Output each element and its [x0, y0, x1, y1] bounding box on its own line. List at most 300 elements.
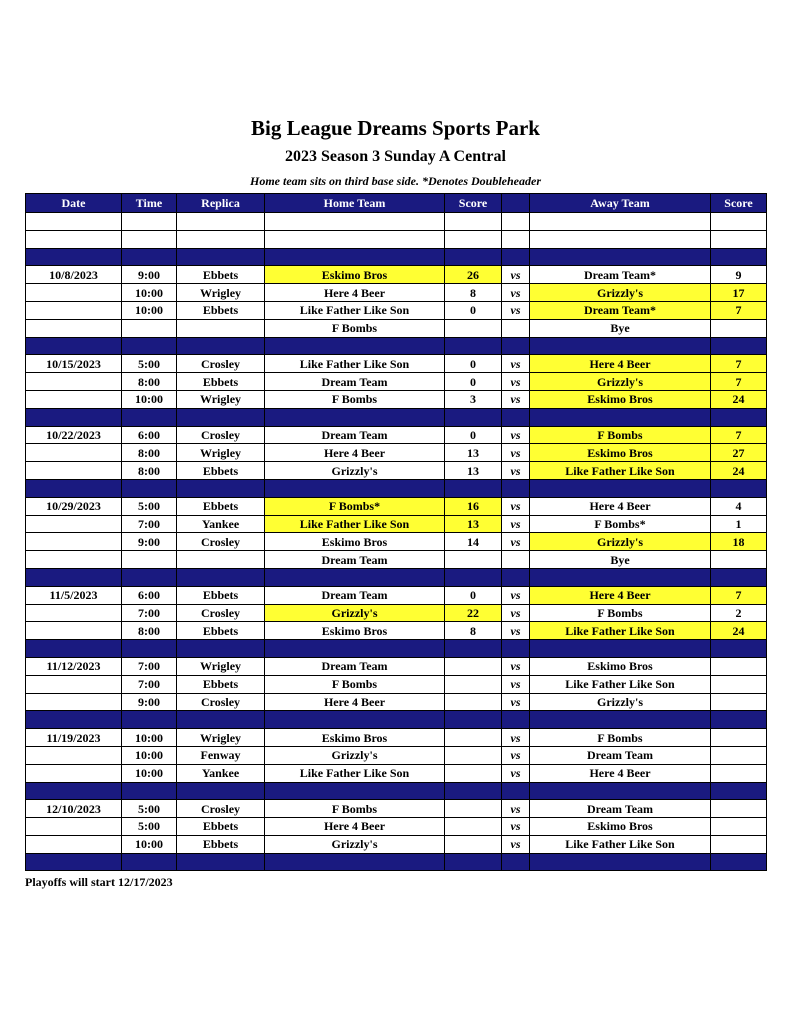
home-score-cell: 26	[445, 266, 502, 284]
away-score-cell: 1	[711, 515, 767, 533]
time-cell: 10:00	[122, 746, 177, 764]
home-score-cell: 0	[445, 355, 502, 373]
away-team-cell: Like Father Like Son	[530, 835, 711, 853]
home-team-cell	[265, 782, 445, 800]
date-cell	[26, 533, 122, 551]
time-cell: 7:00	[122, 657, 177, 675]
week-separator-row	[26, 479, 767, 497]
away-team-cell: Like Father Like Son	[530, 462, 711, 480]
home-score-cell	[445, 408, 502, 426]
game-row	[26, 444, 767, 462]
home-score-cell: 8	[445, 622, 502, 640]
vs-cell: vs	[502, 301, 530, 319]
date-cell	[26, 746, 122, 764]
away-score-cell	[711, 408, 767, 426]
home-team-cell: Grizzly's	[265, 746, 445, 764]
game-row	[26, 746, 767, 764]
vs-cell: vs	[502, 515, 530, 533]
game-row	[26, 675, 767, 693]
home-score-cell: 0	[445, 301, 502, 319]
away-team-cell	[530, 782, 711, 800]
game-row	[26, 355, 767, 373]
replica-cell	[177, 248, 265, 266]
home-score-cell: 22	[445, 604, 502, 622]
home-score-cell	[445, 746, 502, 764]
home-score-cell	[445, 711, 502, 729]
game-row	[26, 729, 767, 747]
time-cell: 7:00	[122, 604, 177, 622]
away-team-cell: Grizzly's	[530, 693, 711, 711]
replica-cell: Wrigley	[177, 390, 265, 408]
home-score-cell: 3	[445, 390, 502, 408]
home-team-cell	[265, 853, 445, 871]
vs-cell: vs	[502, 622, 530, 640]
time-cell: 7:00	[122, 675, 177, 693]
col-header-vs	[502, 194, 530, 213]
away-score-cell: 7	[711, 373, 767, 391]
replica-cell: Ebbets	[177, 818, 265, 836]
date-cell	[26, 213, 122, 231]
date-cell	[26, 782, 122, 800]
game-row	[26, 764, 767, 782]
home-team-cell: Dream Team	[265, 586, 445, 604]
away-score-cell: 2	[711, 604, 767, 622]
away-team-cell: Here 4 Beer	[530, 355, 711, 373]
vs-cell: vs	[502, 675, 530, 693]
replica-cell	[177, 230, 265, 248]
replica-cell	[177, 568, 265, 586]
away-team-cell: Grizzly's	[530, 373, 711, 391]
vs-cell: vs	[502, 497, 530, 515]
replica-cell	[177, 853, 265, 871]
vs-cell: vs	[502, 800, 530, 818]
time-cell	[122, 551, 177, 569]
away-score-cell: 7	[711, 426, 767, 444]
home-score-cell	[445, 675, 502, 693]
date-cell	[26, 319, 122, 337]
away-team-cell: Bye	[530, 319, 711, 337]
date-cell: 12/10/2023	[26, 800, 122, 818]
date-cell: 10/22/2023	[26, 426, 122, 444]
vs-cell: vs	[502, 462, 530, 480]
home-score-cell: 0	[445, 373, 502, 391]
away-score-cell	[711, 746, 767, 764]
vs-cell: vs	[502, 746, 530, 764]
replica-cell	[177, 213, 265, 231]
replica-cell: Crosley	[177, 693, 265, 711]
vs-cell: vs	[502, 373, 530, 391]
replica-cell: Ebbets	[177, 497, 265, 515]
date-cell	[26, 711, 122, 729]
away-score-cell	[711, 853, 767, 871]
date-cell	[26, 853, 122, 871]
away-team-cell	[530, 337, 711, 355]
replica-cell	[177, 782, 265, 800]
away-score-cell	[711, 657, 767, 675]
home-team-cell: F Bombs	[265, 675, 445, 693]
vs-cell	[502, 408, 530, 426]
home-team-cell	[265, 213, 445, 231]
vs-cell: vs	[502, 586, 530, 604]
time-cell	[122, 711, 177, 729]
vs-cell	[502, 853, 530, 871]
home-team-cell: Eskimo Bros	[265, 622, 445, 640]
time-cell: 5:00	[122, 497, 177, 515]
away-score-cell	[711, 479, 767, 497]
time-cell	[122, 853, 177, 871]
vs-cell	[502, 479, 530, 497]
away-team-cell: F Bombs*	[530, 515, 711, 533]
time-cell: 5:00	[122, 355, 177, 373]
away-score-cell: 24	[711, 390, 767, 408]
time-cell: 8:00	[122, 462, 177, 480]
replica-cell	[177, 551, 265, 569]
week-separator-row	[26, 640, 767, 658]
playoffs-note: Playoffs will start 12/17/2023	[25, 875, 173, 889]
home-score-cell	[445, 640, 502, 658]
replica-cell	[177, 479, 265, 497]
away-team-cell	[530, 248, 711, 266]
time-cell: 10:00	[122, 729, 177, 747]
home-team-cell: Dream Team	[265, 426, 445, 444]
date-cell	[26, 693, 122, 711]
date-cell	[26, 622, 122, 640]
home-score-cell	[445, 853, 502, 871]
time-cell	[122, 408, 177, 426]
home-team-cell: Eskimo Bros	[265, 533, 445, 551]
away-score-cell: 9	[711, 266, 767, 284]
header-row	[26, 194, 767, 213]
away-score-cell	[711, 782, 767, 800]
date-cell	[26, 444, 122, 462]
schedule-body	[26, 213, 767, 871]
col-header-replica: Replica	[177, 194, 265, 213]
date-cell: 11/19/2023	[26, 729, 122, 747]
home-team-cell: Dream Team	[265, 657, 445, 675]
date-cell: 10/29/2023	[26, 497, 122, 515]
blank-row	[26, 230, 767, 248]
away-score-cell: 27	[711, 444, 767, 462]
vs-cell: vs	[502, 284, 530, 302]
home-team-cell: Grizzly's	[265, 604, 445, 622]
time-cell	[122, 782, 177, 800]
vs-cell: vs	[502, 533, 530, 551]
away-team-cell	[530, 568, 711, 586]
away-score-cell: 4	[711, 497, 767, 515]
week-separator-row	[26, 711, 767, 729]
replica-cell	[177, 711, 265, 729]
replica-cell: Ebbets	[177, 835, 265, 853]
date-cell	[26, 462, 122, 480]
week-separator-row	[26, 337, 767, 355]
away-team-cell	[530, 640, 711, 658]
game-row	[26, 373, 767, 391]
home-score-cell	[445, 729, 502, 747]
vs-cell	[502, 711, 530, 729]
home-team-cell	[265, 230, 445, 248]
replica-cell: Yankee	[177, 764, 265, 782]
game-row	[26, 301, 767, 319]
home-team-cell	[265, 337, 445, 355]
game-row	[26, 319, 767, 337]
home-team-cell: Like Father Like Son	[265, 355, 445, 373]
home-team-cell: Like Father Like Son	[265, 301, 445, 319]
replica-cell: Crosley	[177, 533, 265, 551]
away-score-cell	[711, 337, 767, 355]
away-score-cell	[711, 693, 767, 711]
replica-cell: Ebbets	[177, 266, 265, 284]
time-cell: 10:00	[122, 284, 177, 302]
home-score-cell: 13	[445, 444, 502, 462]
time-cell: 7:00	[122, 515, 177, 533]
vs-cell	[502, 248, 530, 266]
week-separator-row	[26, 853, 767, 871]
home-score-cell	[445, 568, 502, 586]
vs-cell	[502, 213, 530, 231]
vs-cell: vs	[502, 729, 530, 747]
away-team-cell: Like Father Like Son	[530, 622, 711, 640]
away-team-cell	[530, 711, 711, 729]
vs-cell: vs	[502, 390, 530, 408]
replica-cell: Wrigley	[177, 729, 265, 747]
home-team-cell: Eskimo Bros	[265, 729, 445, 747]
away-team-cell: Bye	[530, 551, 711, 569]
away-team-cell: F Bombs	[530, 604, 711, 622]
replica-cell	[177, 337, 265, 355]
vs-cell: vs	[502, 818, 530, 836]
game-row	[26, 657, 767, 675]
home-score-cell	[445, 479, 502, 497]
vs-cell	[502, 568, 530, 586]
date-cell	[26, 373, 122, 391]
away-team-cell: Dream Team*	[530, 301, 711, 319]
replica-cell	[177, 408, 265, 426]
date-cell	[26, 301, 122, 319]
replica-cell	[177, 640, 265, 658]
time-cell: 5:00	[122, 800, 177, 818]
vs-cell: vs	[502, 604, 530, 622]
time-cell: 8:00	[122, 373, 177, 391]
home-score-cell	[445, 657, 502, 675]
home-score-cell	[445, 835, 502, 853]
away-score-cell	[711, 248, 767, 266]
home-team-cell	[265, 479, 445, 497]
home-team-cell: Eskimo Bros	[265, 266, 445, 284]
date-cell: 10/15/2023	[26, 355, 122, 373]
home-team-cell	[265, 248, 445, 266]
home-team-cell	[265, 408, 445, 426]
time-cell: 10:00	[122, 301, 177, 319]
game-row	[26, 390, 767, 408]
game-row	[26, 515, 767, 533]
date-cell	[26, 835, 122, 853]
away-team-cell: Here 4 Beer	[530, 586, 711, 604]
home-score-cell: 13	[445, 462, 502, 480]
time-cell	[122, 479, 177, 497]
away-score-cell	[711, 568, 767, 586]
date-cell	[26, 764, 122, 782]
away-team-cell	[530, 408, 711, 426]
home-score-cell	[445, 764, 502, 782]
away-score-cell: 7	[711, 301, 767, 319]
vs-cell: vs	[502, 355, 530, 373]
col-header-home-team: Home Team	[265, 194, 445, 213]
home-team-cell: Like Father Like Son	[265, 515, 445, 533]
away-score-cell	[711, 640, 767, 658]
home-score-cell	[445, 337, 502, 355]
vs-cell	[502, 230, 530, 248]
time-cell: 8:00	[122, 622, 177, 640]
home-team-cell: Grizzly's	[265, 835, 445, 853]
home-score-cell: 0	[445, 426, 502, 444]
game-row	[26, 693, 767, 711]
time-cell	[122, 248, 177, 266]
game-row	[26, 462, 767, 480]
home-score-cell	[445, 800, 502, 818]
home-score-cell	[445, 213, 502, 231]
away-team-cell: Eskimo Bros	[530, 818, 711, 836]
time-cell	[122, 230, 177, 248]
vs-cell: vs	[502, 657, 530, 675]
home-score-cell: 16	[445, 497, 502, 515]
date-cell: 11/12/2023	[26, 657, 122, 675]
replica-cell: Crosley	[177, 426, 265, 444]
vs-cell: vs	[502, 426, 530, 444]
blank-row	[26, 213, 767, 231]
time-cell: 10:00	[122, 764, 177, 782]
home-score-cell	[445, 248, 502, 266]
col-header-away-score: Score	[711, 194, 767, 213]
replica-cell: Crosley	[177, 604, 265, 622]
vs-cell	[502, 319, 530, 337]
week-separator-row	[26, 408, 767, 426]
game-row	[26, 426, 767, 444]
away-team-cell	[530, 853, 711, 871]
replica-cell: Ebbets	[177, 462, 265, 480]
col-header-away-team: Away Team	[530, 194, 711, 213]
date-cell	[26, 604, 122, 622]
date-cell	[26, 230, 122, 248]
date-cell	[26, 337, 122, 355]
game-row	[26, 818, 767, 836]
home-team-cell: Dream Team	[265, 551, 445, 569]
away-team-cell: Here 4 Beer	[530, 497, 711, 515]
game-row	[26, 622, 767, 640]
time-cell: 10:00	[122, 390, 177, 408]
time-cell: 9:00	[122, 693, 177, 711]
away-score-cell	[711, 835, 767, 853]
time-cell	[122, 337, 177, 355]
time-cell: 6:00	[122, 426, 177, 444]
away-score-cell	[711, 551, 767, 569]
home-team-cell: Grizzly's	[265, 462, 445, 480]
replica-cell: Wrigley	[177, 284, 265, 302]
date-cell: 10/8/2023	[26, 266, 122, 284]
time-cell: 8:00	[122, 444, 177, 462]
away-score-cell	[711, 230, 767, 248]
date-cell	[26, 818, 122, 836]
away-score-cell: 24	[711, 462, 767, 480]
away-score-cell	[711, 729, 767, 747]
date-cell	[26, 479, 122, 497]
game-row	[26, 533, 767, 551]
date-cell	[26, 390, 122, 408]
away-score-cell	[711, 764, 767, 782]
away-team-cell: Eskimo Bros	[530, 657, 711, 675]
time-cell: 5:00	[122, 818, 177, 836]
home-score-cell: 8	[445, 284, 502, 302]
away-score-cell: 18	[711, 533, 767, 551]
time-cell	[122, 640, 177, 658]
home-score-cell	[445, 319, 502, 337]
away-score-cell	[711, 711, 767, 729]
away-team-cell	[530, 230, 711, 248]
away-score-cell: 7	[711, 355, 767, 373]
replica-cell: Ebbets	[177, 622, 265, 640]
away-team-cell: F Bombs	[530, 729, 711, 747]
replica-cell: Crosley	[177, 800, 265, 818]
col-header-date: Date	[26, 194, 122, 213]
replica-cell: Yankee	[177, 515, 265, 533]
away-score-cell: 7	[711, 586, 767, 604]
home-score-cell: 13	[445, 515, 502, 533]
home-score-cell: 14	[445, 533, 502, 551]
replica-cell: Ebbets	[177, 675, 265, 693]
date-cell: 11/5/2023	[26, 586, 122, 604]
replica-cell	[177, 319, 265, 337]
time-cell	[122, 319, 177, 337]
home-team-cell	[265, 711, 445, 729]
home-team-cell: F Bombs	[265, 390, 445, 408]
vs-cell: vs	[502, 266, 530, 284]
away-team-cell: Eskimo Bros	[530, 444, 711, 462]
time-cell	[122, 568, 177, 586]
week-separator-row	[26, 248, 767, 266]
game-row	[26, 835, 767, 853]
vs-cell	[502, 640, 530, 658]
replica-cell: Ebbets	[177, 301, 265, 319]
vs-cell	[502, 551, 530, 569]
home-team-cell: F Bombs	[265, 319, 445, 337]
replica-cell: Wrigley	[177, 657, 265, 675]
date-cell	[26, 408, 122, 426]
time-cell: 10:00	[122, 835, 177, 853]
replica-cell: Crosley	[177, 355, 265, 373]
vs-cell: vs	[502, 693, 530, 711]
away-team-cell: Grizzly's	[530, 284, 711, 302]
game-row	[26, 284, 767, 302]
vs-cell	[502, 782, 530, 800]
away-score-cell	[711, 818, 767, 836]
week-separator-row	[26, 782, 767, 800]
away-score-cell	[711, 213, 767, 231]
home-team-cell	[265, 568, 445, 586]
home-team-cell: Here 4 Beer	[265, 818, 445, 836]
date-cell	[26, 515, 122, 533]
away-team-cell: Grizzly's	[530, 533, 711, 551]
home-team-cell: Like Father Like Son	[265, 764, 445, 782]
time-cell: 9:00	[122, 266, 177, 284]
home-team-cell: F Bombs	[265, 800, 445, 818]
game-row	[26, 266, 767, 284]
home-team-cell	[265, 640, 445, 658]
date-cell	[26, 568, 122, 586]
page-title: Big League Dreams Sports Park	[251, 116, 540, 140]
time-cell	[122, 213, 177, 231]
away-team-cell: Dream Team	[530, 800, 711, 818]
time-cell: 9:00	[122, 533, 177, 551]
home-team-cell: Here 4 Beer	[265, 693, 445, 711]
